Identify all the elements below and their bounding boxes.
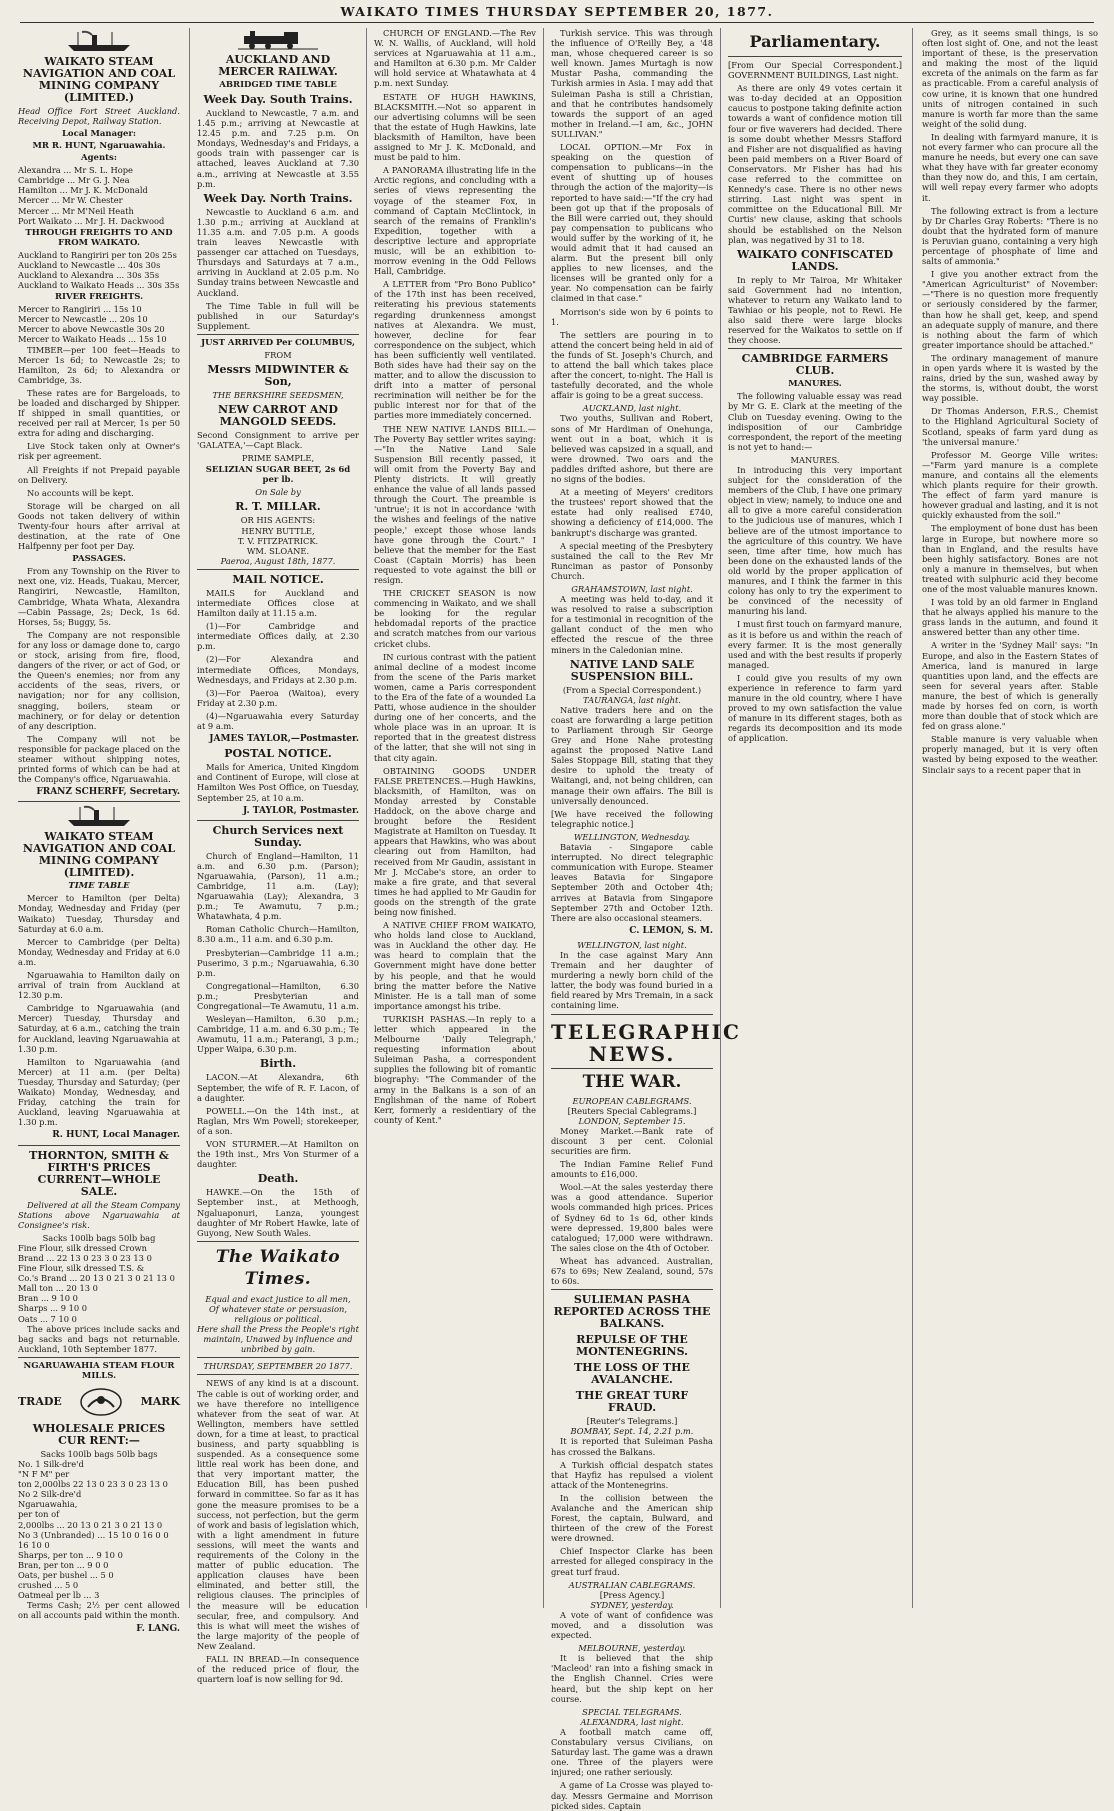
office-address: Head Office Fort Street Auckland. Receiving Depot, Railway Station. — [18, 106, 180, 127]
river-freights-heading: RIVER FREIGHTS. — [54, 292, 144, 303]
price-row: Bran ... 9 10 0 — [18, 1293, 78, 1304]
prime-sample: PRIME SAMPLE, — [241, 453, 315, 464]
dateline: AUCKLAND, last night. — [582, 403, 682, 414]
steamship-icon — [64, 30, 134, 52]
war-heading: THE WAR. — [582, 1071, 682, 1092]
article-paragraph: In dealing with farmyard manure, it is not every farmer who can procure all the manure he needs, but every one can save what they have with far greater economy than they now do, and this, I am certain, will well repay every farmer who adopts it. — [922, 131, 1098, 203]
article-paragraph: CHURCH OF ENGLAND.—The Rev W. N. Wallis, of Auckland, will hold services at Ngaruawahia at 11 a.m., and Hamilton at 6.30 p.m. Mr Calder will hold service at Whatawhata at 4 p.m. next Sunday. — [374, 28, 536, 89]
steamship-icon — [64, 805, 134, 827]
lemon-signature: C. LEMON, S. M. — [629, 925, 713, 936]
divider — [18, 1357, 180, 1358]
price-row: Oatmeal per lb ... 3 — [18, 1590, 100, 1601]
divider — [18, 801, 180, 802]
divider — [551, 1289, 713, 1290]
motto-line: Here shall the Press the People's right maintain, Unawed by influence and unbribed by gain. — [197, 1324, 359, 1355]
article-paragraph: Morrison's side won by 6 points to 1. — [551, 306, 713, 327]
article-paragraph: A NATIVE CHIEF FROM WAIKATO, who holds land close to Auckland, was in Auckland the other day. He was heard to complain that the Government might have done better by his people, and that he would bring the matter before the Native Minister. He is a tall man of some importance amongst his tribe. — [374, 920, 536, 1011]
dateline: MELBOURNE, yesterday. — [578, 1643, 686, 1654]
time-table-heading: TIME TABLE — [68, 881, 130, 892]
price-row: No. 1 Silk-dre'd — [18, 1459, 84, 1469]
divider — [728, 56, 902, 57]
freight-entry: Auckland to Newcastle ... 40s 30s — [18, 259, 161, 270]
manures-heading: MANURES. — [788, 379, 842, 390]
thornton-note: Delivered at all the Steam Company Stations above Ngaruawahia at Consignee's risk. — [18, 1199, 180, 1230]
arrived-heading: JUST ARRIVED Per COLUMBUS, — [201, 337, 355, 348]
thornton-footer: The above prices include sacks and bag sacks and bags not returnable. Auckland, 10th September 1877. — [18, 1323, 180, 1354]
price-row: per ton of — [18, 1509, 60, 1520]
sailing-entry: Cambridge to Ngaruawahia (and Mercer) Tuesday, Thursday and Saturday, at 6 a.m., catching the train for Auckland, leaving Ngaruawahia at 1.30 p.m. — [18, 1003, 180, 1054]
price-row: Bran, per ton ... 9 0 0 — [18, 1559, 109, 1570]
article-paragraph: A Turkish official despatch states that Hayfiz has repulsed a violent attack of the Montenegrins. — [551, 1459, 713, 1490]
agents-label: OR HIS AGENTS: — [240, 515, 316, 526]
masthead-rule — [20, 22, 1094, 23]
dateline: ALEXANDRA, last night. — [580, 1716, 684, 1727]
article-paragraph: Money Market.—Bank rate of discount 3 per cent. Colonial securities are firm. — [551, 1125, 713, 1156]
agents-label: Agents: — [81, 153, 117, 164]
local-manager-signature: R. HUNT, Local Manager. — [52, 1130, 180, 1141]
divider — [197, 569, 359, 570]
bread-note: FALL IN BREAD.—In consequence of the reduced price of flour, the quartern loaf is now selling for 9d. — [197, 1653, 359, 1685]
article-paragraph: The following extract is from a lecture by Dr Charles Gray Roberts: "There is no doubt that the hydrated form of manure is Peruvian guano, containing a very high percentage of phosphate of lime and salts of ammonia." — [922, 205, 1098, 267]
steam-navigation-heading: WAIKATO STEAM NAVIGATION AND COAL MINING COMPANY (LIMITED.) — [22, 55, 176, 104]
column-6 — [922, 28, 1098, 1608]
price-row: Fine Flour, silk dressed T.S. & — [18, 1263, 145, 1274]
death-notice: HAWKE.—On the 15th of September inst., at Methoogh, Ngaluaponuri, Lanza, youngest daughter of Mr Robert Hawke, late of Guyong, New South Wales. — [197, 1187, 359, 1238]
avalanche-heading: THE LOSS OF THE AVALANCHE. — [574, 1361, 690, 1387]
on-sale-label: On Sale by — [255, 487, 301, 498]
article-paragraph: In the collision between the Avalanche and the American ship Forest, the captain, Bulward, and thirteen of the crew of the Forest were drowned. — [551, 1492, 713, 1544]
freights-list — [18, 250, 180, 290]
dateline: GRAHAMSTOWN, last night. — [571, 583, 693, 594]
article-paragraph: TURKISH PASHAS.—In reply to a letter which appeared in the Melbourne 'Daily Telegraph,' requesting information about Suleiman Pasha, a correspondent supplies the following bit of romantic biography: "The Commander of the army in the Balkans is a son of an Englishman of the name of Robert Kerr, formerly a residentiary of the county of Kent." — [374, 1013, 536, 1125]
article-paragraph: It is believed that the ship 'Macleod' ran into a fishing smack in the English Channel. Cries were heard, but the ship kept on her course. — [551, 1653, 713, 1704]
sailing-entry: Mercer to Cambridge (per Delta) Monday, Wednesday and Friday at 6.0 a.m. — [18, 936, 180, 967]
price-row: Oats ... 7 10 0 — [18, 1313, 77, 1324]
editorial-dateline: THURSDAY, SEPTEMBER 20 1877. — [203, 1361, 353, 1372]
agent-name: T. V. FITZPATRICK. — [237, 535, 319, 546]
terms-note: Terms Cash; 2½ per cent allowed on all accounts paid within the month. — [18, 1600, 180, 1621]
secretary-signature: FRANZ SCHERFF, Secretary. — [36, 787, 180, 798]
mark-label: MARK — [140, 1394, 180, 1408]
divider — [551, 1068, 713, 1069]
column-divider — [912, 28, 913, 1608]
church-of-england: Church of England—Hamilton, 11 a.m. and 6.30 p.m. (Parson); Ngaruawahia, (Parson), 11 a.m.; Cambridge, 11 a.m. (Lay); Ngaruawahia (Lay); Alexandra, 3 p.m.; Te Awamutu, 7 p.m.; Whatawhata, 4 p.m. — [197, 850, 359, 922]
article-paragraph: As there are only 49 votes certain it was to-day decided at an Opposition caucus to postpone taking definite action towards a want of confidence motion till four or five waverers had decided. There is some doubt whether Messrs Stafford and Fisher are not disqualified as having been paid members on a River Board of Conservators. Mr Fisher has had his case referred to the committee on Kennedy's case. There is no other news stirring. Last night was spent in committee on the Educational Bill. Mr Curtis' new clause, asking that schools should be established on the Nelson plan, was negatived by 31 to 18. — [728, 83, 902, 245]
article-paragraph: In introducing this very important subject for the consideration of the members of the Club, I have one primary object in view; namely, to induce one and all to give a more careful consideration to the judicious use of manures, which I believe are of the utmost importance to the agriculture of this country. We have seen, time after time, how much has been done on the exhausted lands of the old world by the proper application of manures, and I think the farmer in this colony has only to try the experiment to be convinced of the necessity of manuring his land. — [728, 465, 902, 617]
flour-mills-heading: NGARUAWAHIA STEAM FLOUR MILLS. — [23, 1360, 175, 1381]
mail-item: (4)—Ngaruawahia every Saturday at 9 a.m. — [197, 710, 359, 732]
article-paragraph: Dr Thomas Anderson, F.R.S., Chemist to the Highland Agricultural Society of Scotland, speaks of farm yard dung as 'the universal manure.' — [922, 406, 1098, 447]
article-paragraph: Grey, as it seems small things, is so often lost sight of. One, and not the least important of these, is the preservation and making the most of the liquid excreta of the animals on the farm as far as practicable. From a careful analysis of cow urine, it is known that one hundred units of nitrogen contained in such manure is worth far more than the same weight of the solid dung. — [922, 28, 1098, 129]
congregational: Congregational—Hamilton, 6.30 p.m.; Presbyterian and Congregational—Te Awamutu, 11 a.m. — [197, 980, 359, 1011]
price-row: Oats, per bushel ... 5 0 — [18, 1570, 114, 1581]
agent-entry: Port Waikato ... Mr J. H. Dackwood — [18, 215, 165, 226]
confiscated-lands-heading: WAIKATO CONFISCATED LANDS. — [736, 247, 894, 273]
suleiman-heading: SULIEMAN PASHA REPORTED ACROSS THE BALKANS. — [553, 1293, 711, 1331]
correspondent-note: (From a Special Correspondent.) — [562, 684, 702, 695]
price-row: Fine Flour, silk dressed Crown — [18, 1242, 147, 1253]
article-paragraph: Wool.—At the sales yesterday there was a good attendance. Superior wools commanded high prices. Prices of Sydney 6d to 1s 6d, other kinds were depressed. 19,800 bales were catalogued; 17,000 were withdrawn. The sales close on the 4th of October. — [551, 1182, 713, 1253]
reuters-telegrams-note: [Reuter's Telegrams.] — [586, 1416, 678, 1427]
column-4 — [551, 28, 741, 1811]
steam-navigation-heading-2: WAIKATO STEAM NAVIGATION AND COAL MINING COMPANY (LIMITED). — [22, 830, 176, 880]
article-paragraph: Chief Inspector Clarke has been arrested for alleged conspiracy in the great turf fraud. — [551, 1546, 713, 1577]
article-paragraph: A football match came off, Constabulary versus Civilians, on Saturday last. The game was a drawn one. Three of the players were injured; one rather seriously. — [551, 1726, 713, 1778]
article-paragraph: Stable manure is very valuable when properly managed, but it is very often wasted by being exposed to the weather. Sinclair says to a recent paper that in — [922, 734, 1098, 775]
sacks-header: Sacks 100lb bags 50lb bag — [42, 1232, 156, 1243]
turf-fraud-heading: THE GREAT TURF FRAUD. — [575, 1389, 689, 1415]
price-row: Co.'s Brand ... 20 13 0 21 3 0 21 13 0 — [18, 1273, 175, 1284]
column-divider — [543, 28, 544, 1608]
divider — [197, 820, 359, 821]
sailing-entry: Ngaruawahia to Hamilton daily on arrival of train from Auckland at 12.30 p.m. — [18, 970, 180, 1001]
freight-entry: Auckland to Alexandra ... 30s 35s — [18, 269, 160, 280]
trademark-emblem-icon — [78, 1387, 124, 1417]
article-paragraph: A vote of want of confidence was moved, and a dissolution was expected. — [551, 1609, 713, 1641]
advert-date: Paeroa, August 18th, 1877. — [220, 555, 336, 566]
article-paragraph: THE CRICKET SEASON is now commencing in Waikato, and we shall be looking for the regular hebdomadal reports of the practice and scratch matches from our various cricket clubs. — [374, 588, 536, 649]
railway-heading: AUCKLAND AND MERCER RAILWAY. — [218, 53, 338, 78]
telegraphic-news-heading: TELEGRAPHIC NEWS. — [551, 1019, 741, 1066]
price-row: Sharps ... 9 10 0 — [18, 1303, 88, 1314]
dateline: SYDNEY, yesterday. — [590, 1599, 674, 1610]
masthead: WAIKATO TIMES THURSDAY SEPTEMBER 20, 1877. — [340, 4, 774, 19]
liability-text: The Company are not responsible for any loss or damage done to, cargo or stock, arising from fire, flood, dangers of the river, or act of God, or the Queen's enemies; nor from any accidents of the seas, rivers, or navigation; nor for any collision, snagging, boilers, steam or machinery, or for delay or detention of any description. — [18, 629, 180, 731]
presbyterian: Presbyterian—Cambridge 11 a.m.; Puserimo, 3 p.m.; Ngaruawahia, 6.30 p.m. — [197, 947, 359, 978]
column-5 — [728, 28, 902, 1608]
agent-entry: Mercer ... Mr M'Neil Heath — [18, 205, 134, 216]
manures-subheading: MANURES. — [790, 454, 840, 465]
article-paragraph: It is reported that Suleiman Pasha has crossed the Balkans. — [551, 1436, 713, 1457]
article-paragraph: The settlers are pouring in to attend the concert being held in aid of the funds of St. Joseph's Church, and to attend the ball which takes place after the concert, to-night. The Hall is tastefully decorated, and the whole affair is going to be a great success. — [551, 329, 713, 401]
steamer-note: The Company will not be responsible for package placed on the steamer without shipping notes, printed forms of which can be had at the Company's office, Ngaruawahia. — [18, 733, 180, 785]
article-paragraph: The following valuable essay was read by Mr G. E. Clark at the meeting of the Club on Tuesday evening. Owing to the indisposition of our Cambridge correspondent, the report of the meeting is not yet to hand:— — [728, 391, 902, 452]
mail-item: (2)—For Alexandra and intermediate Offices, Mondays, Wednesdays, and Fridays at 2.30 p.m. — [197, 654, 359, 685]
reuters-note: [Reuters Special Cablegrams.] — [567, 1105, 697, 1116]
firm-subtitle: THE BERKSHIRE SEEDSMEN, — [212, 389, 344, 400]
seeds-heading: NEW CARROT AND MANGOLD SEEDS. — [218, 403, 338, 429]
column-divider — [366, 28, 367, 1608]
paper-title: The Waikato Times. — [215, 1246, 341, 1289]
storage-note: Storage will be charged on all Goods not taken delivery of within Twenty-four hours after arrival at destination, at the rate of One Halfpenny per foot per Day. — [18, 500, 180, 552]
locomotive-icon — [238, 30, 318, 50]
manager-label: Local Manager: — [61, 129, 137, 140]
article-paragraph: Native traders here and on the coast are forwarding a large petition to Parliament through Sir George Grey and Hone Nahe protesting against the proposed Native Land Sales Stoppage Bill, stating that they desire to uphold the treaty of Waitangi, and, not being children, can manage their own affairs. The Bill is universally denounced. — [551, 704, 713, 806]
agent-name: WM. SLOANE. — [246, 545, 310, 556]
article-paragraph: A game of La Crosse was played to-day. Messrs Germaine and Morrison picked sides. Captain — [551, 1780, 713, 1811]
mail-item: (3)—For Paeroa (Waitoa), every Friday at 2.30 p.m. — [197, 687, 359, 708]
parliamentary-heading: Parliamentary. — [749, 32, 881, 51]
column-1 — [18, 28, 180, 1634]
press-agency-note: [Press Agency.] — [599, 1589, 665, 1600]
divider — [197, 334, 359, 335]
north-trains-heading: Week Day. North Trains. — [203, 191, 353, 205]
firm-name: Messrs MIDWINTER & Son, — [207, 362, 349, 388]
article-paragraph: At a meeting of Meyers' creditors the trustees' report showed that the estate had only realised £740, showing a deficiency of £14,000. The bankrupt's discharge was granted. — [551, 487, 713, 538]
article-paragraph: A special meeting of the Presbytery sustained the call to the Rev Mr Runciman as pastor of Ponsonby Church. — [551, 540, 713, 581]
rates-note: These rates are for Bargeloads, to be loaded and discharged by Shipper. If shipped in small quantities, or received per rail at Mercer, 1s per 50 extra for ading and discharging. — [18, 387, 180, 439]
divider — [551, 1014, 713, 1015]
article-paragraph: Two youths, Sullivan and Robert, sons of Mr Hardiman of Onehunga, went out in a boat, which it is believed was capsized in a squall, and were drowned. Two oars and the paddles drifted ashore, but there are no signs of the bodies. — [551, 413, 713, 485]
european-heading: EUROPEAN CABLEGRAMS. — [572, 1095, 692, 1106]
passages-heading: PASSAGES. — [72, 554, 126, 565]
timber-rates: TIMBER—per 100 feet—Heads to Mercer 1s 6d; to Newcastle 2s; to Hamilton, 2s 6d; to Alexandra or Cambridge, 3s. — [18, 344, 180, 385]
dateline: BOMBAY, Sept. 14, 2.21 p.m. — [570, 1426, 694, 1437]
article-paragraph: I must first touch on farmyard manure, as it is before us and within the reach of every farmer. It is the most generally used and with the best results if properly managed. — [728, 619, 902, 670]
postal-signature: J. TAYLOR, Postmaster. — [242, 805, 359, 816]
article-paragraph: Wheat has advanced. Australian, 67s to 69s; New Zealand, sound, 57s to 60s. — [551, 1255, 713, 1287]
article-paragraph: The employment of bone dust has been large in Europe, but nowhere more so than in England, and the results have been highly satisfactory. Bones are not only a manure in themselves, but when treated with sulphuric acid they become one of the most valuable manures known. — [922, 523, 1098, 594]
freights-prepaid-note: All Freights if not Prepaid payable on Delivery. — [18, 464, 180, 485]
article-paragraph: Batavia - Singapore cable interrupted. No direct telegraphic communication with Europe. Steamer leaves Batavia for Singapore September 20th and October 4th; arrives at Batavia from Singapore September 27th and October 12th. There are also occasional steamers. — [551, 842, 713, 923]
divider — [197, 1357, 359, 1358]
river-freight-entry: Mercer to Waikato Heads ... 15s 10 — [18, 334, 167, 345]
column-divider — [720, 28, 721, 1608]
wesleyan: Wesleyan—Hamilton, 6.30 p.m.; Cambridge, 11 a.m. and 6.30 p.m.; Te Awamutu, 11 a.m.; Paterangi, 3 p.m.; Upper Waipa, 6.30 p.m. — [197, 1014, 359, 1055]
dateline: TAURANGA, last night. — [583, 694, 681, 705]
wholesale-header: Sacks 100lb bags 50lb bags — [40, 1448, 158, 1459]
farmers-club-heading: CAMBRIDGE FARMERS CLUB. — [741, 352, 889, 378]
agent-entry: Mercer ... Mr W. Chester — [18, 195, 123, 206]
mail-item: (1)—For Cambridge and intermediate Offices daily, at 2.30 p.m. — [197, 621, 359, 652]
article-paragraph: Professor M. George Ville writes:—"Farm yard manure is a complete manure, and contains all the elements which plants require for their growth. The effect of farm yard manure is however gradual and lasting, and it is not quickly exhausted from the soil." — [922, 449, 1098, 521]
price-row: crushed ... 5 0 — [18, 1580, 79, 1591]
price-row: Ngaruawahia, — [18, 1499, 78, 1510]
sailing-entry: Mercer to Hamilton (per Delta) Monday, Wednesday and Friday (per Waikato) Tuesday, Thursday and Saturday at 6.0 a.m. — [18, 893, 180, 934]
north-trains-text: Newcastle to Auckland 6 a.m. and 1.30 p.m.; arriving at Auckland at 11.35 a.m. and 7.05 p.m. A goods train leaves Newcastle with passenger car attached on Tuesdays, Thursdays and Saturdays at 7 a.m., arriving in Auckland at 2.05 p.m. No Sunday trains between Newcastle and Auckland. — [197, 206, 359, 298]
wholesale-heading: WHOLESALE PRICES CUR RENT:— — [32, 1421, 166, 1447]
river-freight-entry: Mercer to Rangiriri ... 15s 10 — [18, 304, 142, 315]
motto-line: Equal and exact justice to all men, — [205, 1293, 351, 1304]
article-paragraph: The ordinary management of manure in open yards where it is wasted by the rains, dried by the sun, washed away by the storms, is, without doubt, the worst way possible. — [922, 352, 1098, 404]
column-divider — [189, 28, 190, 1608]
from-label: FROM — [264, 349, 292, 360]
repulse-heading: REPULSE OF THE MONTENEGRINS. — [576, 1333, 688, 1359]
agent-entry: Cambridge ... Mr G. J. Nea — [18, 175, 130, 186]
native-land-heading: NATIVE LAND SALE SUSPENSION BILL. — [569, 657, 695, 683]
no-accounts-note: No accounts will be kept. — [27, 487, 134, 498]
abridged-time-table: ABRIDGED TIME TABLE — [219, 80, 337, 90]
price-row: No 2 Silk-dre'd — [18, 1489, 82, 1500]
wholesale-price-list — [18, 1459, 180, 1600]
article-paragraph: LOCAL OPTION.—Mr Fox in speaking on the question of compensation to publicans—in the event of shutting up of houses through the action of the majority—is reported to have said:—"If the cry had been got up that if the proposals of the Bill were carried out, they should pay compensation to publicans who would suffer by the working of it, he would admit that it had caused an alarm. But the present bill only applies to new licenses, and the licenses will be granted only for a year. No compensation can be fairly claimed in that case." — [551, 142, 713, 304]
article-paragraph: I was told by an old farmer in England that he always applied his manure to the grass lands in the autumn, and found it answered better than any other time. — [922, 597, 1098, 638]
price-row: ton 2,000lbs 22 13 0 23 3 0 23 13 0 — [18, 1479, 168, 1490]
article-paragraph: A meeting was held to-day, and it was resolved to raise a subscription for a testimonial in recognition of the gallant conduct of the men who effected the rescue of the three miners in the Caledonian mine. — [551, 594, 713, 655]
motto-line: Of whatever state or persuasion, religious or political. — [209, 1303, 347, 1324]
roman-catholic: Roman Catholic Church—Hamilton, 8.30 a.m., 11 a.m. and 6.30 p.m. — [197, 924, 359, 945]
special-telegrams-heading: SPECIAL TELEGRAMS. — [582, 1706, 682, 1717]
divider — [197, 1374, 359, 1375]
consignment-note: Second Consignment to arrive per 'GALATEA,'—Capt Black. — [197, 430, 359, 451]
article-paragraph: A PANORAMA illustrating life in the Arctic regions, and concluding with a series of views representing the voyage of the steamer Fox, in command of Captain McClintock, in search of the remains of Franklin's Expedition, together with a descriptive lecture and appropriate music, will be an exhibition to-morrow evening in the Odd Fellows Hall, Cambridge. — [374, 165, 536, 277]
article-paragraph: A LETTER from "Pro Bono Publico" of the 17th inst has been received, reiterating his previous statements regarding drunkenness amongst natives at Alexandra. We must, however, decline for fear correspondence on the subject, which has been sufficiently well ventilated. Both sides have had their say on the matter, and to allow the discussion to drift into a matter of personal recrimination will neither be for the public interest nor for that of the parties more immediately concerned. — [374, 279, 536, 421]
dateline: LONDON, September 15. — [578, 1115, 686, 1126]
agents-list — [18, 165, 180, 226]
postal-notice-heading: POSTAL NOTICE. — [224, 747, 332, 761]
price-row: Brand ... 22 13 0 23 3 0 23 13 0 — [18, 1252, 152, 1263]
article-paragraph: The Indian Famine Relief Fund amounts to £16,000. — [551, 1159, 713, 1180]
article-paragraph: In reply to Mr Tairoa, Mr Whitaker said Government had no intention, whatever to return any Waikato land to Tawhiao or his people, not to Rewi. He also said there were large blocks reserved for the Waikatos to settle on if they choose. — [728, 274, 902, 346]
price-row: No 3 (Unbranded) ... 15 10 0 16 0 0 16 10 0 — [18, 1529, 169, 1550]
south-trains-heading: Week Day. South Trains. — [203, 93, 353, 106]
price-row: "N F M" per — [18, 1469, 70, 1480]
south-trains-text: Auckland to Newcastle, 7 a.m. and 1.45 p.m.; arriving at Newcastle at 12.45 p.m. and 7.25 p.m. On Mondays, Wednesday's and Fridays, a goods train with passenger car is attached, leaves Auckland at 7.30 a.m., arriving at Newcastle at 3.55 p.m. — [197, 108, 359, 189]
selizian-beet: SELIZIAN SUGAR BEET, 2s 6d per lb. — [205, 465, 351, 486]
birth-heading: Birth. — [259, 1057, 297, 1071]
article-paragraph: THE NEW NATIVE LANDS BILL.—The Poverty Bay settler writes saying:—"In the Native Land Sale Suspension Bill recently passed, it will omit from the Poverty Bay and Plenty districts. It will greatly enhance the value of all lands passed through the Court. The preamble is 'untrue'; it is not in accordance 'with the wishes and feelings of the native people,' except those whose lands have gone through the Court." I believe that the member for the East Coast (Captain Morris) has been requested to vote against the bill or resign. — [374, 423, 536, 585]
price-row: 2,000lbs ... 20 13 0 21 3 0 21 13 0 — [18, 1519, 163, 1530]
article-paragraph: IN curious contrast with the patient animal decline of a modest income from the scene of the Paris market women, came a Paris correspondent to the Era of the fate of a wounded La Patti, whose audience in the shoulder during one of her concerts, and the whole place was in an uproar. It is reported that in the greatest distress of the latter, that she will not sing in that city again. — [374, 651, 536, 763]
article-paragraph: Turkish service. This was through the influence of O'Reilly Bey, a '48 man, whose chequered career is so well known. James Murtagh is now Mustar Pasha, commanding the Turkish armies in Asia. I may add that Suleiman Pasha is still a Christian, and that he contributes handsomely towards the support of an aged mother in Ireland.—I am, &c., JOHN SULLIVAN." — [551, 28, 713, 139]
article-paragraph: OBTAINING GOODS UNDER FALSE PRETENCES.—Hugh Hawkins, blacksmith, of Hamilton, was on Monday arrested by Constable Haddock, on the above charge and brought before the Resident Magistrate at Hamilton on Tuesday. It appears that Hawkins, who was about clearing out from Hamilton, had received from Mr Gaudin, assistant in Mr J. McCabe's store, an order to make a fire grate, and that several times he had applied to Mr Gaudin for goods on the strength of the grate being now finished. — [374, 765, 536, 917]
dateline: WELLINGTON, Wednesday. — [573, 831, 691, 842]
river-freights-list — [18, 304, 180, 344]
passages-text: From any Township on the River to next one, viz. Heads, Tuakau, Mercer, Rangiriri, Newcastle, Hamilton, Cambridge, Whata Whata, Alexandra—Cabin Passage, 2s; Deck, 1s 6d. Horses, 5s; Buggy, 5s. — [18, 566, 180, 627]
birth-notice: VON STURMER.—At Hamilton on the 19th inst., Mrs Von Sturmer of a daughter. — [197, 1139, 359, 1170]
received-note: [We have received the following telegraphic notice.] — [551, 808, 713, 829]
birth-notice: POWELL.—On the 14th inst., at Raglan, Mrs Wm Powell; storekeeper, of a son. — [197, 1105, 359, 1136]
article-paragraph: I could give you results of my own experience in reference to farm yard manure in the old country, where I have proved to my own satisfaction the value of manure in its different stages, both as regards its decomposition and its mode of application. — [728, 672, 902, 744]
parliamentary-source: [From Our Special Correspondent.] GOVERNMENT BUILDINGS, Last night. — [728, 60, 902, 81]
thornton-price-list — [18, 1243, 180, 1324]
divider — [728, 348, 902, 349]
australian-heading: AUSTRALIAN CABLEGRAMS. — [568, 1579, 696, 1590]
agent-entry: Hamilton ... Mr J. K. McDonald — [18, 185, 148, 196]
freights-heading: THROUGH FREIGHTS TO AND FROM WAIKATO. — [25, 227, 173, 248]
price-row: Mall ton ... 20 13 0 — [18, 1283, 98, 1294]
price-row: Sharps, per ton ... 9 10 0 — [18, 1549, 123, 1560]
manager-name: MR R. HUNT, Ngaruawahia. — [32, 141, 166, 152]
column-2 — [197, 28, 359, 1685]
millar-name: R. T. MILLAR. — [235, 500, 321, 514]
freight-entry: Auckland to Waikato Heads ... 30s 35s — [18, 280, 180, 291]
postal-text: Mails for America, United Kingdom and Continent of Europe, will close at Hamilton Wes Post Office, on Tuesday, September 25, at 10 a.m. — [197, 762, 359, 803]
river-freight-entry: Mercer to Newcastle ... 20s 10 — [18, 314, 148, 325]
freight-entry: Auckland to Rangiriri per ton 20s 25s — [18, 249, 177, 260]
divider — [197, 1241, 359, 1242]
mail-notice-heading: MAIL NOTICE. — [232, 572, 324, 586]
trade-label: TRADE — [18, 1394, 62, 1408]
column-3 — [374, 28, 536, 1608]
editorial-text: NEWS of any kind is at a discount. The cable is out of working order, and we have therefore no intelligence whatever from the seat of war. At Wellington, members have settled down, for a time at least, to practical business, and party squabbling is suspended. As a consequence some little real work has been done, and that very important matter, the Education Bill, has been pushed forward in committee. So far as it has gone the measure promises to be a success, not perfection, but the germ of work and basis of legislation which, with a light amendment in future sessions, will meet the wants and requirements of the Colony in the matter of public education. The application clauses have been eliminated, and better still, the religious clauses. The principles of the measure will be education secular, free, and compulsory. And this is what will meet the wishes of the large majority of the people of New Zealand. — [197, 1378, 359, 1651]
article-paragraph: ESTATE OF HUGH HAWKINS, BLACKSMITH.—Not so apparent in our advertising columns will be seen that the estate of Hugh Hawkins, late blacksmith of Hamilton, have been assigned to Mr J. K. McDonald, and must be paid to him. — [374, 91, 536, 163]
thornton-heading: THORNTON, SMITH & FIRTH'S PRICES CURRENT—WHOLE SALE. — [29, 1148, 169, 1198]
postmaster-signature: JAMES TAYLOR,—Postmaster. — [209, 734, 359, 745]
time-table-note: The Time Table in full will be published in our Saturday's Supplement. — [197, 300, 359, 331]
agent-name: HENRY BUTTLE, — [241, 525, 315, 536]
article-paragraph: I give you another extract from the "American Agriculturist" of November:—"There is no question more frequently or seriously considered by the farmer, than how he shall get, keep, and spend an adequate supply of manure, and there is nothing about the farm of which greater importance should be attached." — [922, 269, 1098, 350]
dateline: WELLINGTON, last night. — [577, 939, 687, 950]
divider — [18, 1145, 180, 1146]
article-paragraph: A writer in the 'Sydney Mail' says: "In Europe, and also in the Eastern States of America, land is manured in large quantities upon land, and the effects are seen for several years after. Stable manure, the best of which is generally made by horses fed on corn, is worth more than double that of stock which are fed on grass alone." — [922, 640, 1098, 732]
lang-signature: F. LANG. — [136, 1623, 180, 1634]
article-paragraph: In the case against Mary Ann Tremain and her daughter of murdering a newly born child of the latter, the body was found buried in a field reared by Mrs Tremain, in a sack containing lime. — [551, 949, 713, 1011]
river-freight-entry: Mercer to above Newcastle 30s 20 — [18, 324, 165, 335]
agent-entry: Alexandra ... Mr S. L. Hope — [18, 165, 133, 176]
birth-notice: LACON.—At Alexandra, 6th September, the wife of R. F. Lacon, of a daughter. — [197, 1072, 359, 1103]
church-services-heading: Church Services next Sunday. — [212, 823, 344, 849]
sailing-entry: Hamilton to Ngaruawahia (and Mercer) at 11 a.m. (per Delta) Tuesday, Thursday and Saturday; (per Waikato) Monday, Wednesday, and Friday, catching the train for Auckland, leaving Ngaruawahia at 1.30 p.m. — [18, 1056, 180, 1128]
trade-mark-block — [18, 1387, 180, 1417]
death-heading: Death. — [257, 1172, 299, 1186]
mail-intro: MAILS for Auckland and intermediate Offices close at Hamilton daily at 11.15 a.m. — [197, 587, 359, 619]
live-stock-note: Live Stock taken only at Owner's risk per agreement. — [18, 441, 180, 462]
